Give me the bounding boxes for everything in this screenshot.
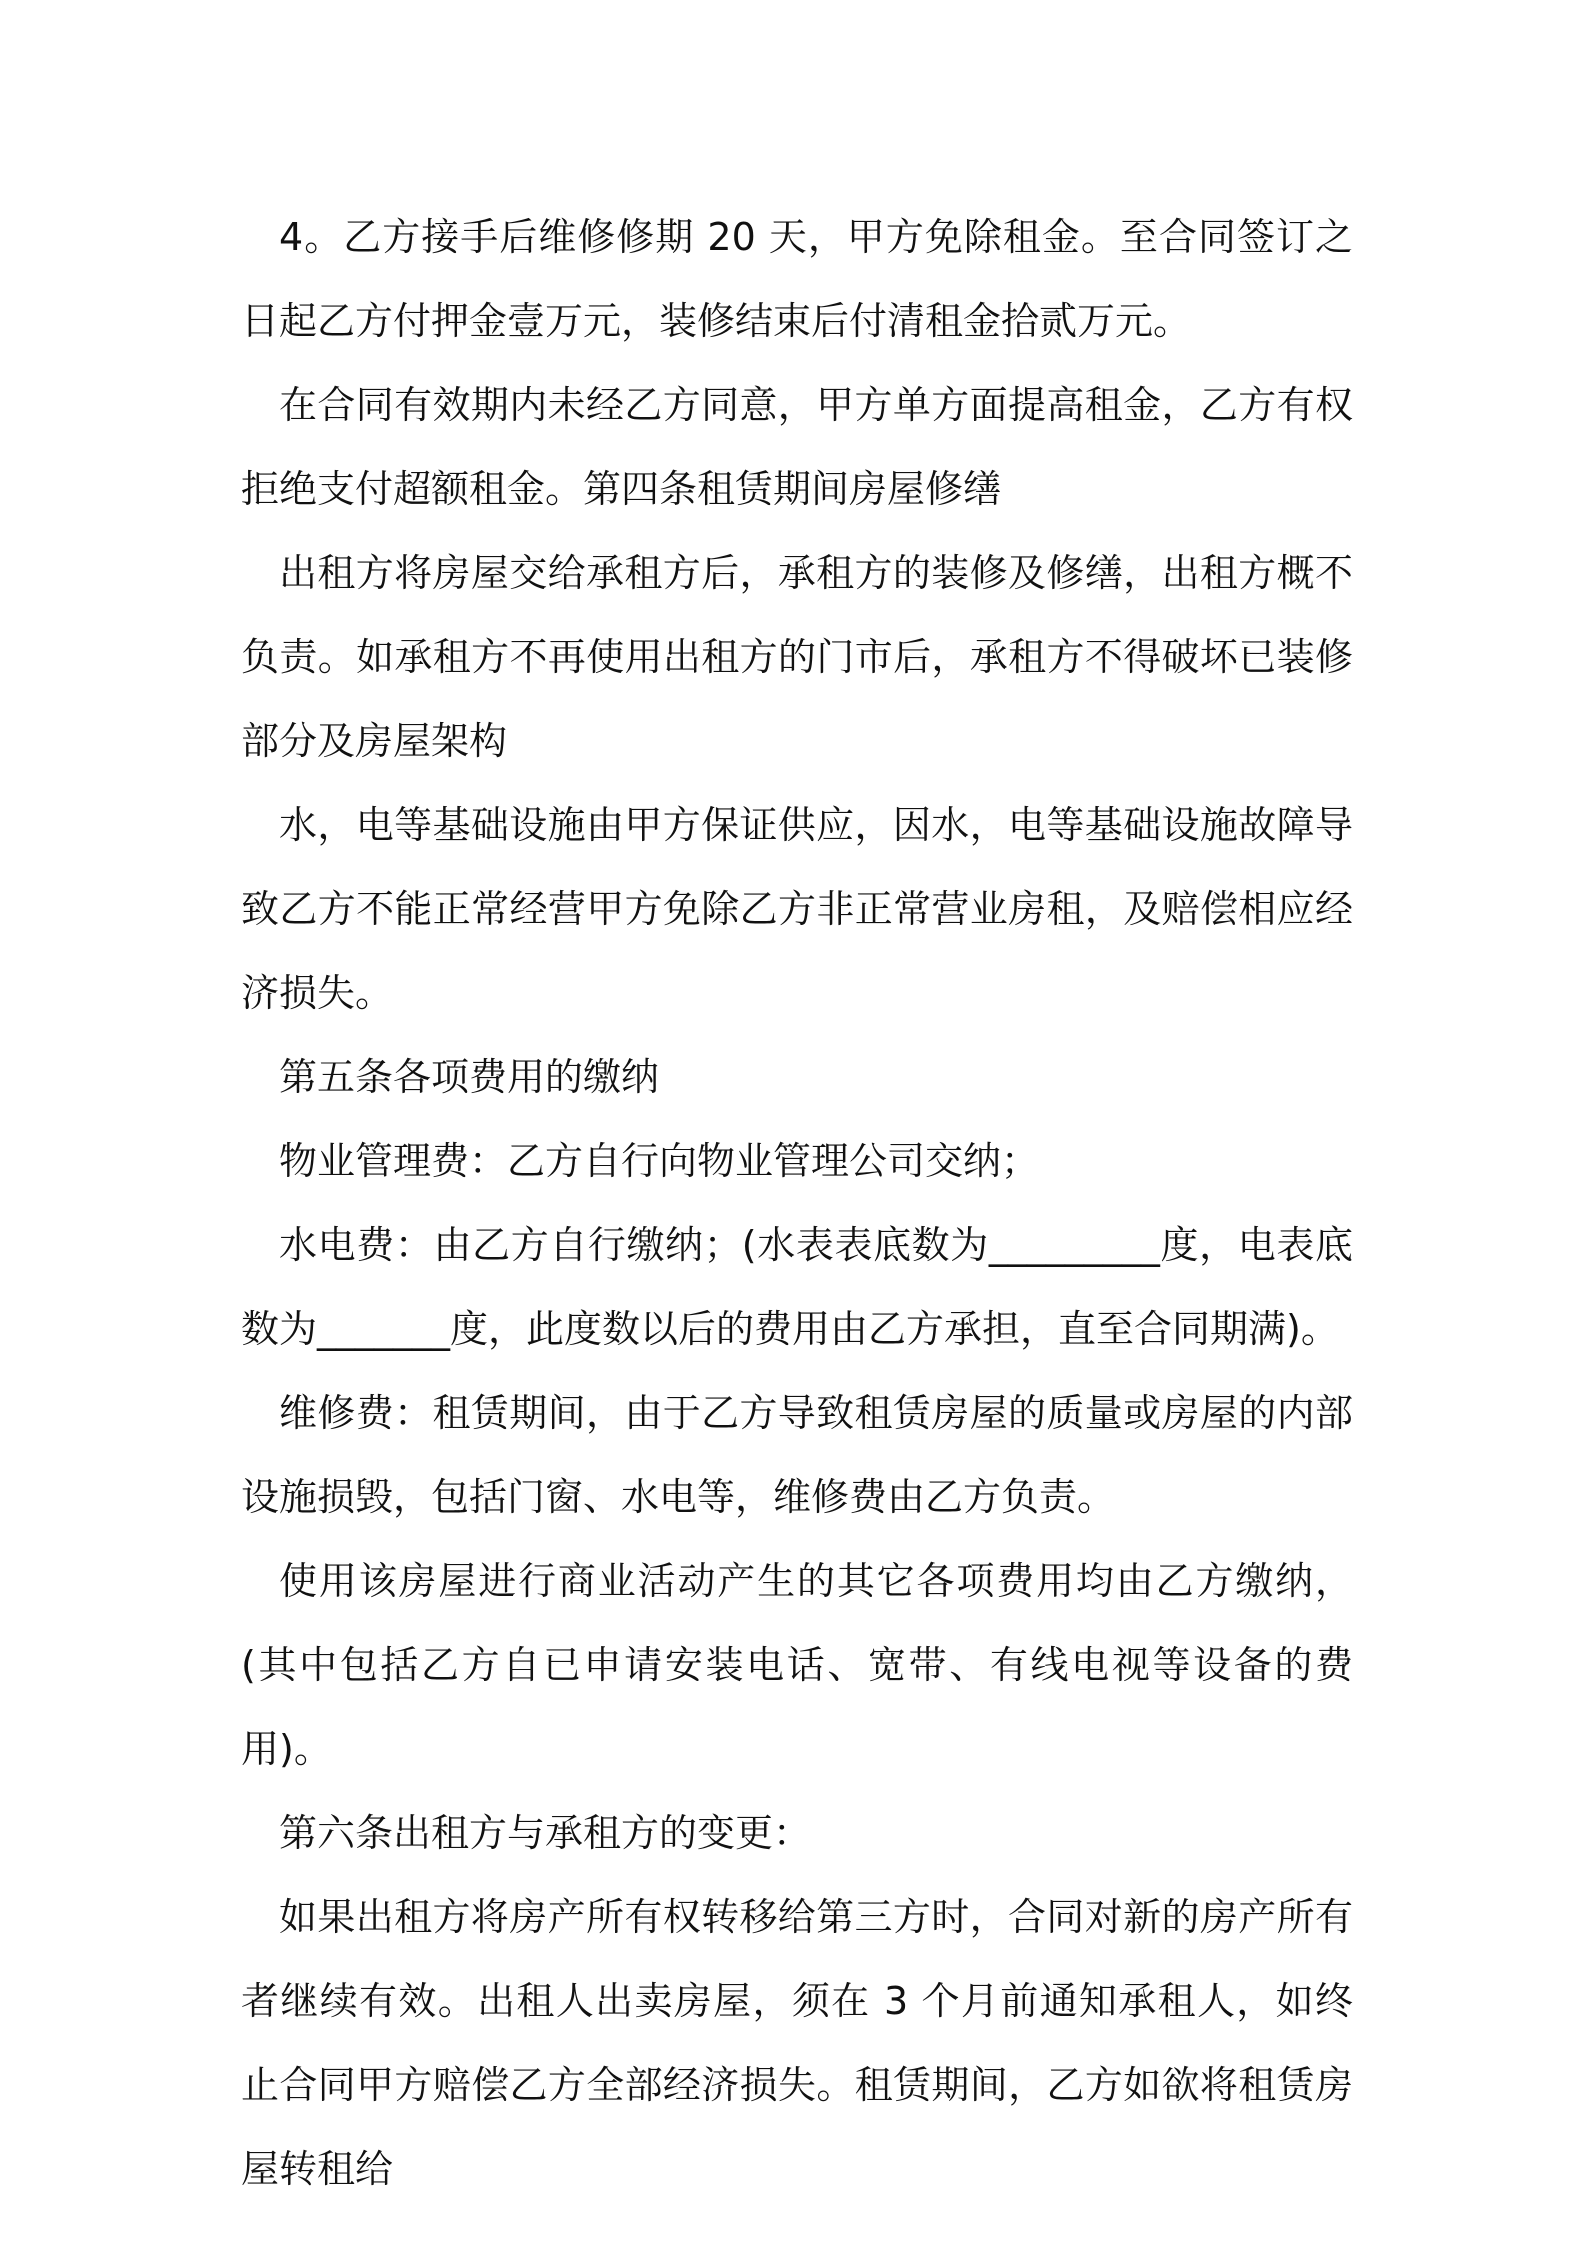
document-body bbox=[241, 195, 1353, 2211]
paragraph-repair-fee: 维修费：租赁期间，由于乙方导致租赁房屋的质量或房屋的内部设施损毁，包括门窗、水电等，维修费由乙方负责。 bbox=[241, 1391, 1353, 1519]
paragraph-rent-deposit: 4。乙方接手后维修修期 20 天，甲方免除租金。至合同签订之日起乙方付押金壹万元，装修结束后付清租金拾贰万元。 bbox=[241, 215, 1353, 343]
paragraph-property-fee: 物业管理费：乙方自行向物业管理公司交纳； bbox=[279, 1139, 1040, 1183]
paragraph-rent-increase: 在合同有效期内未经乙方同意，甲方单方面提高租金，乙方有权拒绝支付超额租金。第四条租赁期间房屋修缮 bbox=[241, 383, 1353, 511]
paragraph-ownership-transfer: 如果出租方将房产所有权转移给第三方时，合同对新的房产所有者继续有效。出租人出卖房屋，须在 3 个月前通知承租人，如终止合同甲方赔偿乙方全部经济损失。租赁期间，乙方如欲将租赁房屋转租给 bbox=[241, 1895, 1353, 2191]
paragraph-water-electric-fee: 水电费：由乙方自行缴纳；(水表表底数为_________度，电表底数为_______度，此度数以后的费用由乙方承担，直至合同期满)。 bbox=[241, 1223, 1353, 1351]
section-heading-fees: 第五条各项费用的缴纳 bbox=[279, 1055, 660, 1099]
paragraph-renovation: 出租方将房屋交给承租方后，承租方的装修及修缮，出租方概不负责。如承租方不再使用出租方的门市后，承租方不得破坏已装修部分及房屋架构 bbox=[241, 551, 1353, 763]
paragraph-other-fees: 使用该房屋进行商业活动产生的其它各项费用均由乙方缴纳，(其中包括乙方自已申请安装电话、宽带、有线电视等设备的费用)。 bbox=[241, 1559, 1353, 1771]
paragraph-utilities-supply: 水，电等基础设施由甲方保证供应，因水，电等基础设施故障导致乙方不能正常经营甲方免除乙方非正常营业房租，及赔偿相应经济损失。 bbox=[241, 803, 1353, 1015]
section-heading-changes: 第六条出租方与承租方的变更： bbox=[279, 1811, 812, 1855]
